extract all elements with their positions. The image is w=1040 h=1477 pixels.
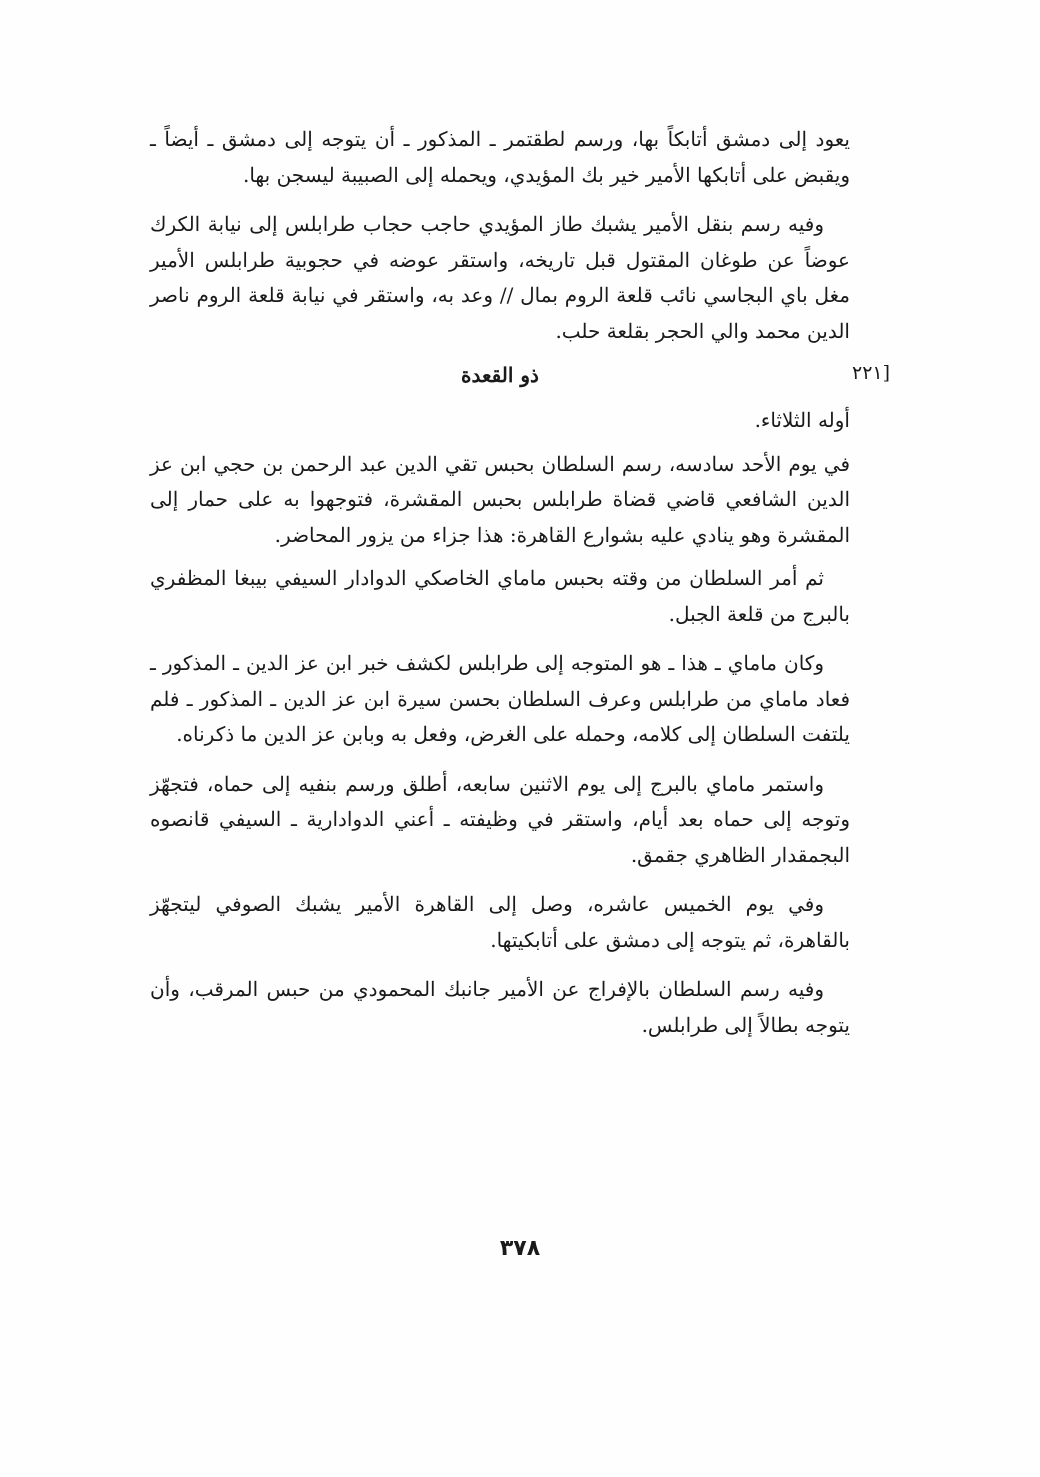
marginal-page-ref: [٢٢١ bbox=[852, 362, 891, 384]
section-heading: ذو القعدة bbox=[461, 363, 539, 387]
paragraph-7: واستمر ماماي بالبرج إلى يوم الاثنين سابعه، أطلق ورسم بنفيه إلى حماه، فتجهّز وتوجه إلى حماه بعد أيام، واستقر في وظيفته ـ أعني الدوادارية ـ السيفي قانصوه البجمقدار الظاهري جقمق. bbox=[150, 771, 850, 867]
paragraph-8: وفي يوم الخميس عاشره، وصل إلى القاهرة الأمير يشبك الصوفي ليتجهّز بالقاهرة، ثم يتوجه إلى دمشق على أتابكيتها. bbox=[150, 892, 850, 952]
paragraph-2: وفيه رسم بنقل الأمير يشبك طاز المؤيدي حاجب حجاب طرابلس إلى نيابة الكرك عوضاً عن طوغان المقتول قبل تاريخه، واستقر عوضه في حجوبية طرابلس الأمير مغل باي البجاسي نائب قلعة الروم بمال // وعد به، واستقر في نيابة قلعة الروم ناصر الدين محمد والي الحجر بقلعة حلب. bbox=[150, 212, 850, 343]
paragraph-3: أوله الثلاثاء. bbox=[754, 408, 850, 432]
paragraph-6: وكان ماماي ـ هذا ـ هو المتوجه إلى طرابلس لكشف خبر ابن عز الدين ـ المذكور ـ فعاد ماماي من طرابلس وعرف السلطان بحسن سيرة ابن عز الدين ـ المذكور ـ فلم يلتفت السلطان إلى كلامه، وحمله على الغرض، وفعل به وبابن عز الدين ما ذكرناه. bbox=[150, 651, 851, 746]
paragraph-9: وفيه رسم السلطان بالإفراج عن الأمير جانبك المحمودي من حبس المرقب، وأن يتوجه بطالاً إلى طرابلس. bbox=[150, 977, 850, 1037]
paragraph-1: يعود إلى دمشق أتابكاً بها، ورسم لطقتمر ـ المذكور ـ أن يتوجه إلى دمشق ـ أيضاً ـ ويقبض على أتابكها الأمير خير بك المؤيدي، ويحمله إلى الصبيبة ليسجن بها. bbox=[150, 127, 850, 187]
paragraph-4: في يوم الأحد سادسه، رسم السلطان بحبس تقي الدين عبد الرحمن بن حجي ابن عز الدين الشافعي قاضي قضاة طرابلس بحبس المقشرة، فتوجهوا به على حمار إلى المقشرة وهو ينادي عليه بشوارع القاهرة: هذا جزاء من يزور المحاضر. bbox=[150, 451, 850, 547]
page-number: ٣٧٨ bbox=[499, 1236, 541, 1261]
paragraph-5: ثم أمر السلطان من وقته بحبس ماماي الخاصكي الدوادار السيفي بيبغا المظفري بالبرج من قلعة الجبل. bbox=[150, 566, 850, 626]
page-body bbox=[150, 122, 891, 1043]
